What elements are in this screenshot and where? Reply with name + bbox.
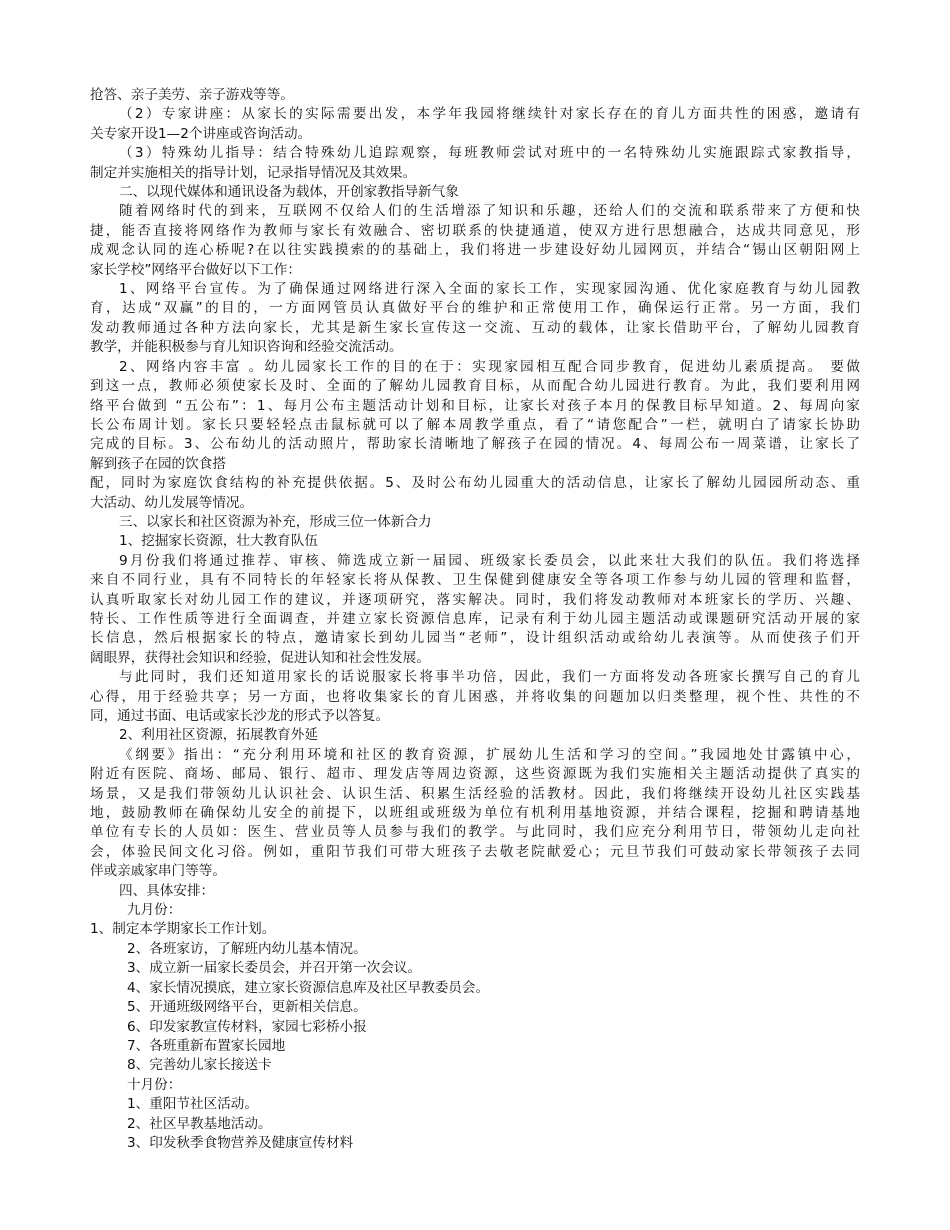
text-line: 场景，又是我们带领幼儿认识社会、认识生活、积累生活经验的活教材。因此，我们将继续开设幼儿社区实践基 (90, 785, 860, 802)
text-line: 到这一点，教师必须使家长及时、全面的了解幼儿园教育目标，从而配合幼儿园进行教育。为此，我们要利用网 (90, 378, 860, 395)
text-line: 关专家开设1—2个讲座或咨询活动。 (90, 125, 312, 142)
text-line: 会，体验民间文化习俗。例如，重阳节我们可带大班孩子去敬老院献爱心；元旦节我们可鼓动家长带领孩子去同 (90, 843, 860, 860)
text-line: 同，通过书面、电话或家长沙龙的形式予以答复。 (90, 708, 390, 724)
text-line: 育，达成“双赢”的目的，一方面网管员认真做好平台的维护和正常使用工作，确保运行正常。另一方面，我们 (90, 300, 860, 317)
text-line: （3）特殊幼儿指导：结合特殊幼儿追踪观察，每班教师尝试对班中的一名特殊幼儿实施跟踪式家教指导， (119, 145, 860, 162)
text-line: 制定并实施相关的指导计划，记录指导情况及其效果。 (90, 164, 417, 181)
text-line: 3、印发秋季食物营养及健康宣传材料 (127, 1134, 354, 1151)
text-line: 三、以家长和社区资源为补充，形成三位一体新合力 (119, 513, 432, 530)
text-line: 抢答、亲子美劳、亲子游戏等等。 (90, 87, 294, 103)
text-line: 6、印发家教宣传材料，家园七彩桥小报 (127, 1018, 367, 1035)
text-line: 1、制定本学期家长工作计划。 (90, 921, 276, 938)
text-line: 3、成立新一届家长委员会，并召开第一次会议。 (127, 960, 422, 977)
text-line: 发动教师通过各种方法向家长，尤其是新生家长宣传这一交流、互动的载体，让家长借助平台，了解幼儿园教育 (90, 319, 860, 336)
text-line: 二、以现代媒体和通讯设备为载体，开创家教指导新气象 (119, 184, 459, 201)
text-line: 地，鼓励教师在确保幼儿安全的前提下，以班组或班级为单位有机利用基地资源，并结合课程，挖掘和聘请基地 (90, 805, 860, 822)
text-line: 与此同时，我们还知道用家长的话说服家长将事半功倍，因此，我们一方面将发动各班家长撰写自己的育儿 (119, 669, 860, 686)
text-line: 九月份： (127, 902, 182, 919)
text-line: （2）专家讲座：从家长的实际需要出发，本学年我园将继续针对家长存在的育儿方面共性的困惑，邀请有 (119, 106, 860, 123)
text-line: 1、重阳节社区活动。 (127, 1096, 258, 1113)
text-line: 单位有专长的人员如：医生、营业员等人员参与我们的教学。与此同时，我们应充分利用节日，带领幼儿走向社 (90, 824, 860, 841)
text-line: 教学，并能积极参与育儿知识咨询和经验交流活动。 (90, 339, 403, 356)
text-line: 大活动、幼儿发展等情况。 (90, 494, 254, 511)
text-line: 十月份： (127, 1076, 182, 1093)
text-line: 完成的目标。3、公布幼儿的活动照片，帮助家长清晰地了解孩子在园的情况。4、每周公布一周菜谱，让家长了 (90, 436, 860, 453)
text-line: 阔眼界，获得社会知识和经验，促进认知和社会性发展。 (90, 649, 430, 666)
text-line: 伴或亲戚家串门等等。 (90, 863, 226, 880)
text-line: 8、完善幼儿家长接送卡 (127, 1057, 272, 1074)
text-line: 2、各班家访，了解班内幼儿基本情况。 (127, 940, 367, 957)
text-line: 7、各班重新布置家长园地 (127, 1037, 286, 1054)
text-line: 成观念认同的连心桥呢?在以往实践摸索的的基础上，我们将进一步建设好幼儿园网页，并结合“锡山区朝阳网上 (90, 242, 860, 259)
text-line: 2、社区早教基地活动。 (127, 1115, 272, 1132)
text-line: 家长学校”网络平台做好以下工作： (90, 261, 301, 278)
text-line: 认真听取家长对幼儿园工作的建议，并逐项研究，落实解决。同时，我们将发动教师对本班家长的学历、兴趣、 (90, 591, 860, 608)
text-line: 心得，用于经验共享；另一方面，也将收集家长的育儿困惑，并将收集的问题加以归类整理，视个性、共性的不 (90, 688, 860, 705)
text-line: 1、挖掘家长资源，壮大教育队伍 (119, 533, 318, 550)
text-line: 长信息，然后根据家长的特点，邀请家长到幼儿园当“老师”，设计组织活动或给幼儿表演等。从而使孩子们开 (90, 630, 860, 647)
text-line: 配，同时为家庭饮食结构的补充提供依据。5、及时公布幼儿园重大的活动信息，让家长了解幼儿园园所动态、重 (90, 475, 860, 492)
text-line: 四、具体安排： (119, 882, 215, 899)
text-line: 附近有医院、商场、邮局、银行、超市、理发店等周边资源，这些资源既为我们实施相关主题活动提供了真实的 (90, 766, 860, 783)
text-line: 捷，能否直接将网络作为教师与家长有效融合、密切联系的快捷通道，使双方进行思想融合，达成共同意见，形 (90, 222, 860, 239)
text-line: 1、网络平台宣传。为了确保通过网络进行深入全面的家长工作，实现家园沟通、优化家庭教育与幼儿园教 (119, 281, 860, 298)
text-line: 解到孩子在园的饮食搭 (90, 455, 226, 472)
text-line: 随着网络时代的到来，互联网不仅给人们的生活增添了知识和乐趣，还给人们的交流和联系带来了方便和快 (119, 203, 860, 220)
text-line: 长公布周计划。家长只要轻轻点击鼠标就可以了解本周教学重点，看了“请您配合”一栏，就明白了请家长协助 (90, 416, 860, 433)
text-line: 2、利用社区资源，拓展教育外延 (119, 727, 318, 744)
text-line: 5、开通班级网络平台，更新相关信息。 (127, 999, 367, 1016)
text-line: 来自不同行业，具有不同特长的年轻家长将从保教、卫生保健到健康安全等各项工作参与幼儿园的管理和监督， (90, 572, 860, 589)
text-line: 2、网络内容丰富 。幼儿园家长工作的目的在于：实现家园相互配合同步教育，促进幼儿素质提高。 要做 (119, 358, 860, 375)
text-line: 9月份我们将通过推荐、审核、筛选成立新一届园、班级家长委员会，以此来壮大我们的队伍。我们将选择 (119, 552, 860, 569)
text-line: 特长、工作性质等进行全面调查，并建立家长资源信息库，记录有利于幼儿园主题活动或课题研究活动开展的家 (90, 610, 860, 627)
text-line: 4、家长情况摸底，建立家长资源信息库及社区早教委员会。 (127, 979, 490, 996)
document-body (90, 86, 860, 1153)
text-line: 《纲要》指出：“充分利用环境和社区的教育资源，扩展幼儿生活和学习的空间。”我园地处甘露镇中心， (119, 746, 860, 763)
text-line: 络平台做到 “五公布”：1、每月公布主题活动计划和目标，让家长对孩子本月的保教目标早知道。2、每周向家 (90, 397, 860, 414)
